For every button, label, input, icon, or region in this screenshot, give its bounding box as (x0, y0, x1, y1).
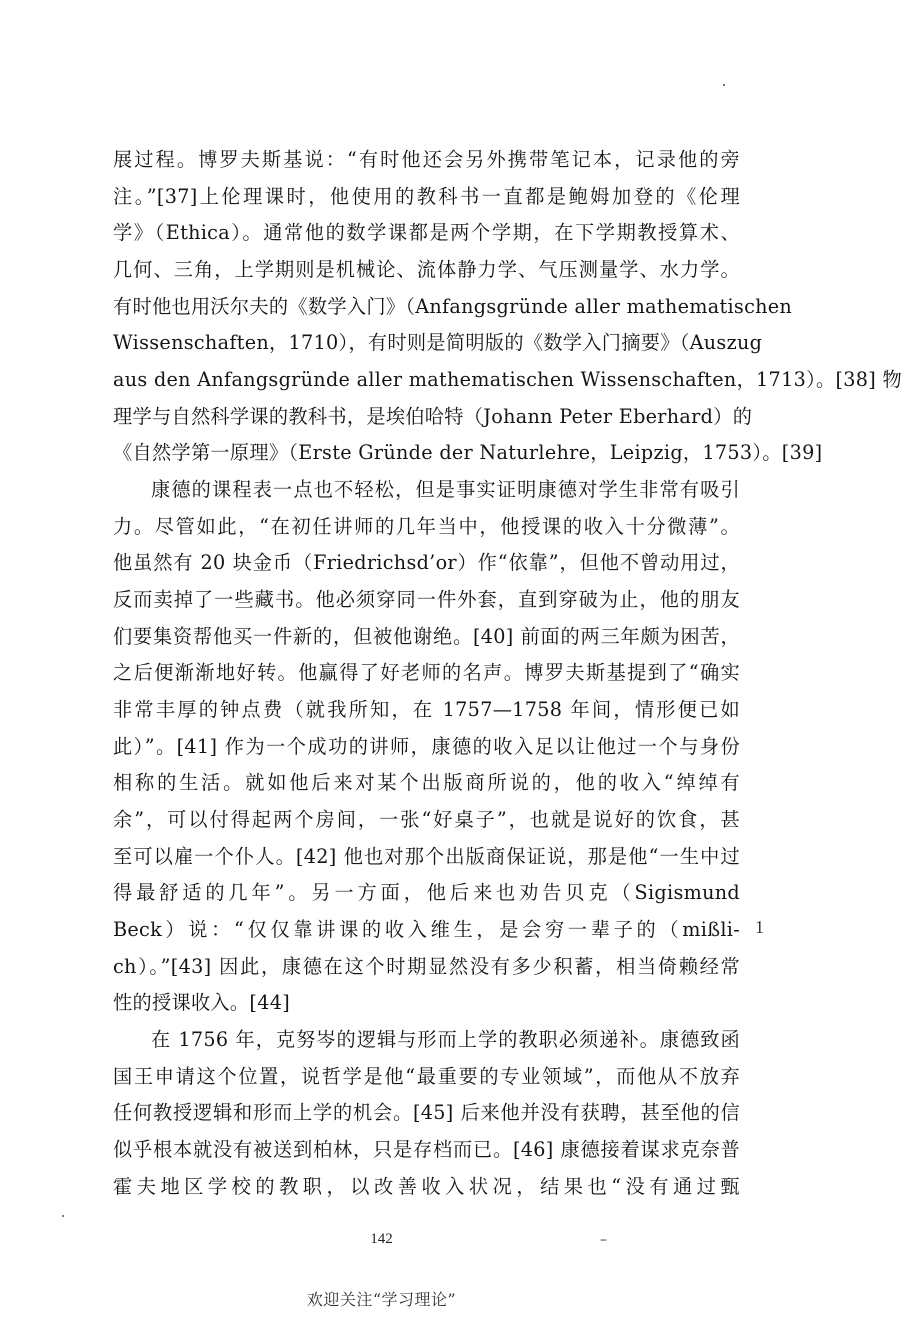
text-line: 们要集资帮他买一件新的，但被他谢绝。[40] 前面的两三年颇为困苦， (113, 625, 740, 648)
text-line: 有时他也用沃尔夫的《数学入门》（Anfangsgründe aller mathematischen (113, 295, 793, 318)
text-line: 在 1756 年，克努岑的逻辑与形而上学的教职必须递补。康德致函 (151, 1028, 740, 1051)
text-line: 非常丰厚的钟点费（就我所知，在 1757—1758 年间，情形便已如 (113, 698, 740, 721)
scan-speck (62, 1215, 64, 1217)
text-line: 任何教授逻辑和形而上学的机会。[45] 后来他并没有获聘，甚至他的信 (113, 1101, 740, 1124)
text-line: 相称的生活。就如他后来对某个出版商所说的，他的收入“绰绰有 (113, 771, 740, 794)
text-line: 康德的课程表一点也不轻松，但是事实证明康德对学生非常有吸引 (151, 478, 740, 501)
text-line: 几何、三角，上学期则是机械论、流体静力学、气压测量学、水力学。 (113, 258, 740, 281)
text-line: 似乎根本就没有被送到柏林，只是存档而已。[46] 康德接着谋求克奈普 (113, 1138, 740, 1161)
text-line: 此）”。[41] 作为一个成功的讲师，康德的收入足以让他过一个与身份 (113, 735, 740, 758)
text-line: 反而卖掉了一些藏书。他必须穿同一件外套，直到穿破为止，他的朋友 (113, 588, 740, 611)
scan-speck (723, 84, 725, 86)
text-line: 注。”[37]上伦理课时，他使用的教科书一直都是鲍姆加登的《伦理 (113, 185, 740, 208)
footer-note: 欢迎关注“学习理论” (306, 1290, 457, 1309)
text-line: 得最舒适的几年”。另一方面，他后来也劝告贝克（Sigismund (113, 881, 740, 904)
text-line: Beck）说：“仅仅靠讲课的收入维生，是会穷一辈子的（mißli- (113, 918, 740, 941)
margin-mark: 1 (755, 917, 764, 937)
text-line: 展过程。博罗夫斯基说：“有时他还会另外携带笔记本，记录他的旁 (113, 148, 740, 171)
page-number: 142 (370, 1231, 393, 1247)
text-line: aus den Anfangsgründe aller mathematischen Wissenschaften，1713）。[38] 物 (113, 368, 902, 391)
dash-mark: – (600, 1232, 607, 1248)
text-line: ch）。”[43] 因此，康德在这个时期显然没有多少积蓄，相当倚赖经常 (113, 955, 740, 978)
text-line: 力。尽管如此，“在初任讲师的几年当中，他授课的收入十分微薄”。 (113, 515, 740, 538)
text-line: 余”，可以付得起两个房间，一张“好桌子”，也就是说好的饮食，甚 (113, 808, 740, 831)
text-line: 性的授课收入。[44] (113, 991, 290, 1014)
text-line: 国王申请这个位置，说哲学是他“最重要的专业领域”，而他从不放弃 (113, 1065, 740, 1088)
text-line: 《自然学第一原理》（Erste Gründe der Naturlehre，Leipzig，1753）。[39] (113, 441, 823, 464)
text-line: 理学与自然科学课的教科书，是埃伯哈特（Johann Peter Eberhard）的 (113, 405, 753, 428)
text-line: 学》（Ethica）。通常他的数学课都是两个学期，在下学期教授算术、 (113, 221, 740, 244)
text-line: Wissenschaften，1710），有时则是简明版的《数学入门摘要》（Auszug (113, 331, 763, 354)
text-line: 他虽然有 20 块金币（Friedrichsd’or）作“依靠”，但他不曾动用过， (113, 551, 740, 574)
text-line: 至可以雇一个仆人。[42] 他也对那个出版商保证说，那是他“一生中过 (113, 845, 740, 868)
text-line: 之后便渐渐地好转。他赢得了好老师的名声。博罗夫斯基提到了“确实 (113, 661, 740, 684)
text-line: 霍夫地区学校的教职，以改善收入状况，结果也“没有通过甄 (113, 1175, 740, 1198)
